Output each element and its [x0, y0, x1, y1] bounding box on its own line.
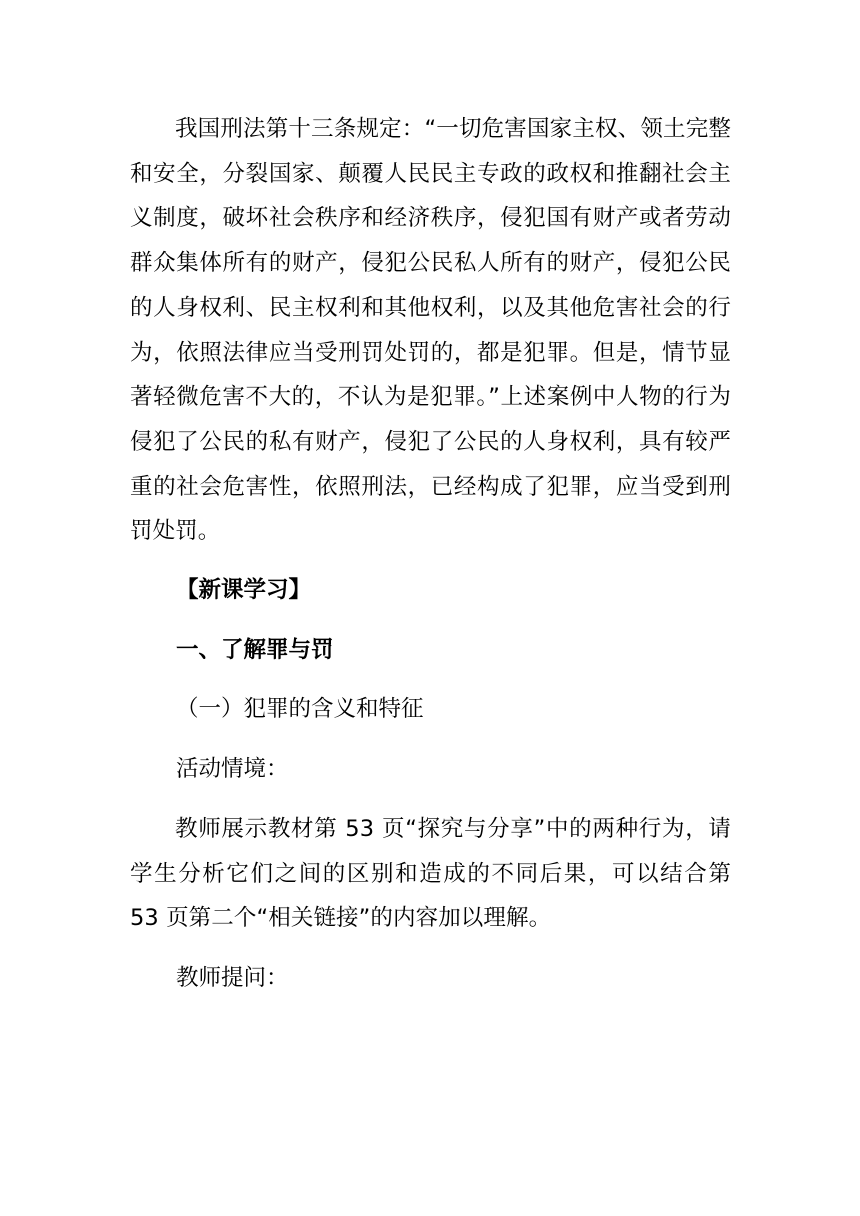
activity-paragraph: 教师展示教材第 53 页“探究与分享”中的两种行为，请学生分析它们之间的区别和造成的不同后果，可以结合第 53 页第二个“相关链接”的内容加以理解。: [130, 815, 731, 932]
activity-label: 活动情境：: [176, 756, 289, 783]
intro-paragraph: 我国刑法第十三条规定：“一切危害国家主权、领土完整和安全，分裂国家、颠覆人民民主专政的政权和推翻社会主义制度，破坏社会秩序和经济秩序，侵犯国有财产或者劳动群众集体所有的财产，侵犯公民私人所有的财产，侵犯公民的人身权利、民主权利和其他权利，以及其他危害社会的行为，依照法律应当受刑罚处罚的，都是犯罪。但是，情节显著轻微危害不大的，不认为是犯罪。”上述案例中人物的行为侵犯了公民的私有财产，侵犯了公民的人身权利，具有较严重的社会危害性，依照刑法，已经构成了犯罪，应当受到刑罚处罚。: [130, 116, 731, 545]
section-label: 【新课学习】: [176, 577, 312, 604]
subheading-1: （一）犯罪的含义和特征: [176, 696, 424, 723]
heading-1: 一、了解罪与罚: [176, 636, 334, 663]
question-label: 教师提问：: [176, 964, 289, 991]
document-body: [130, 107, 731, 1001]
